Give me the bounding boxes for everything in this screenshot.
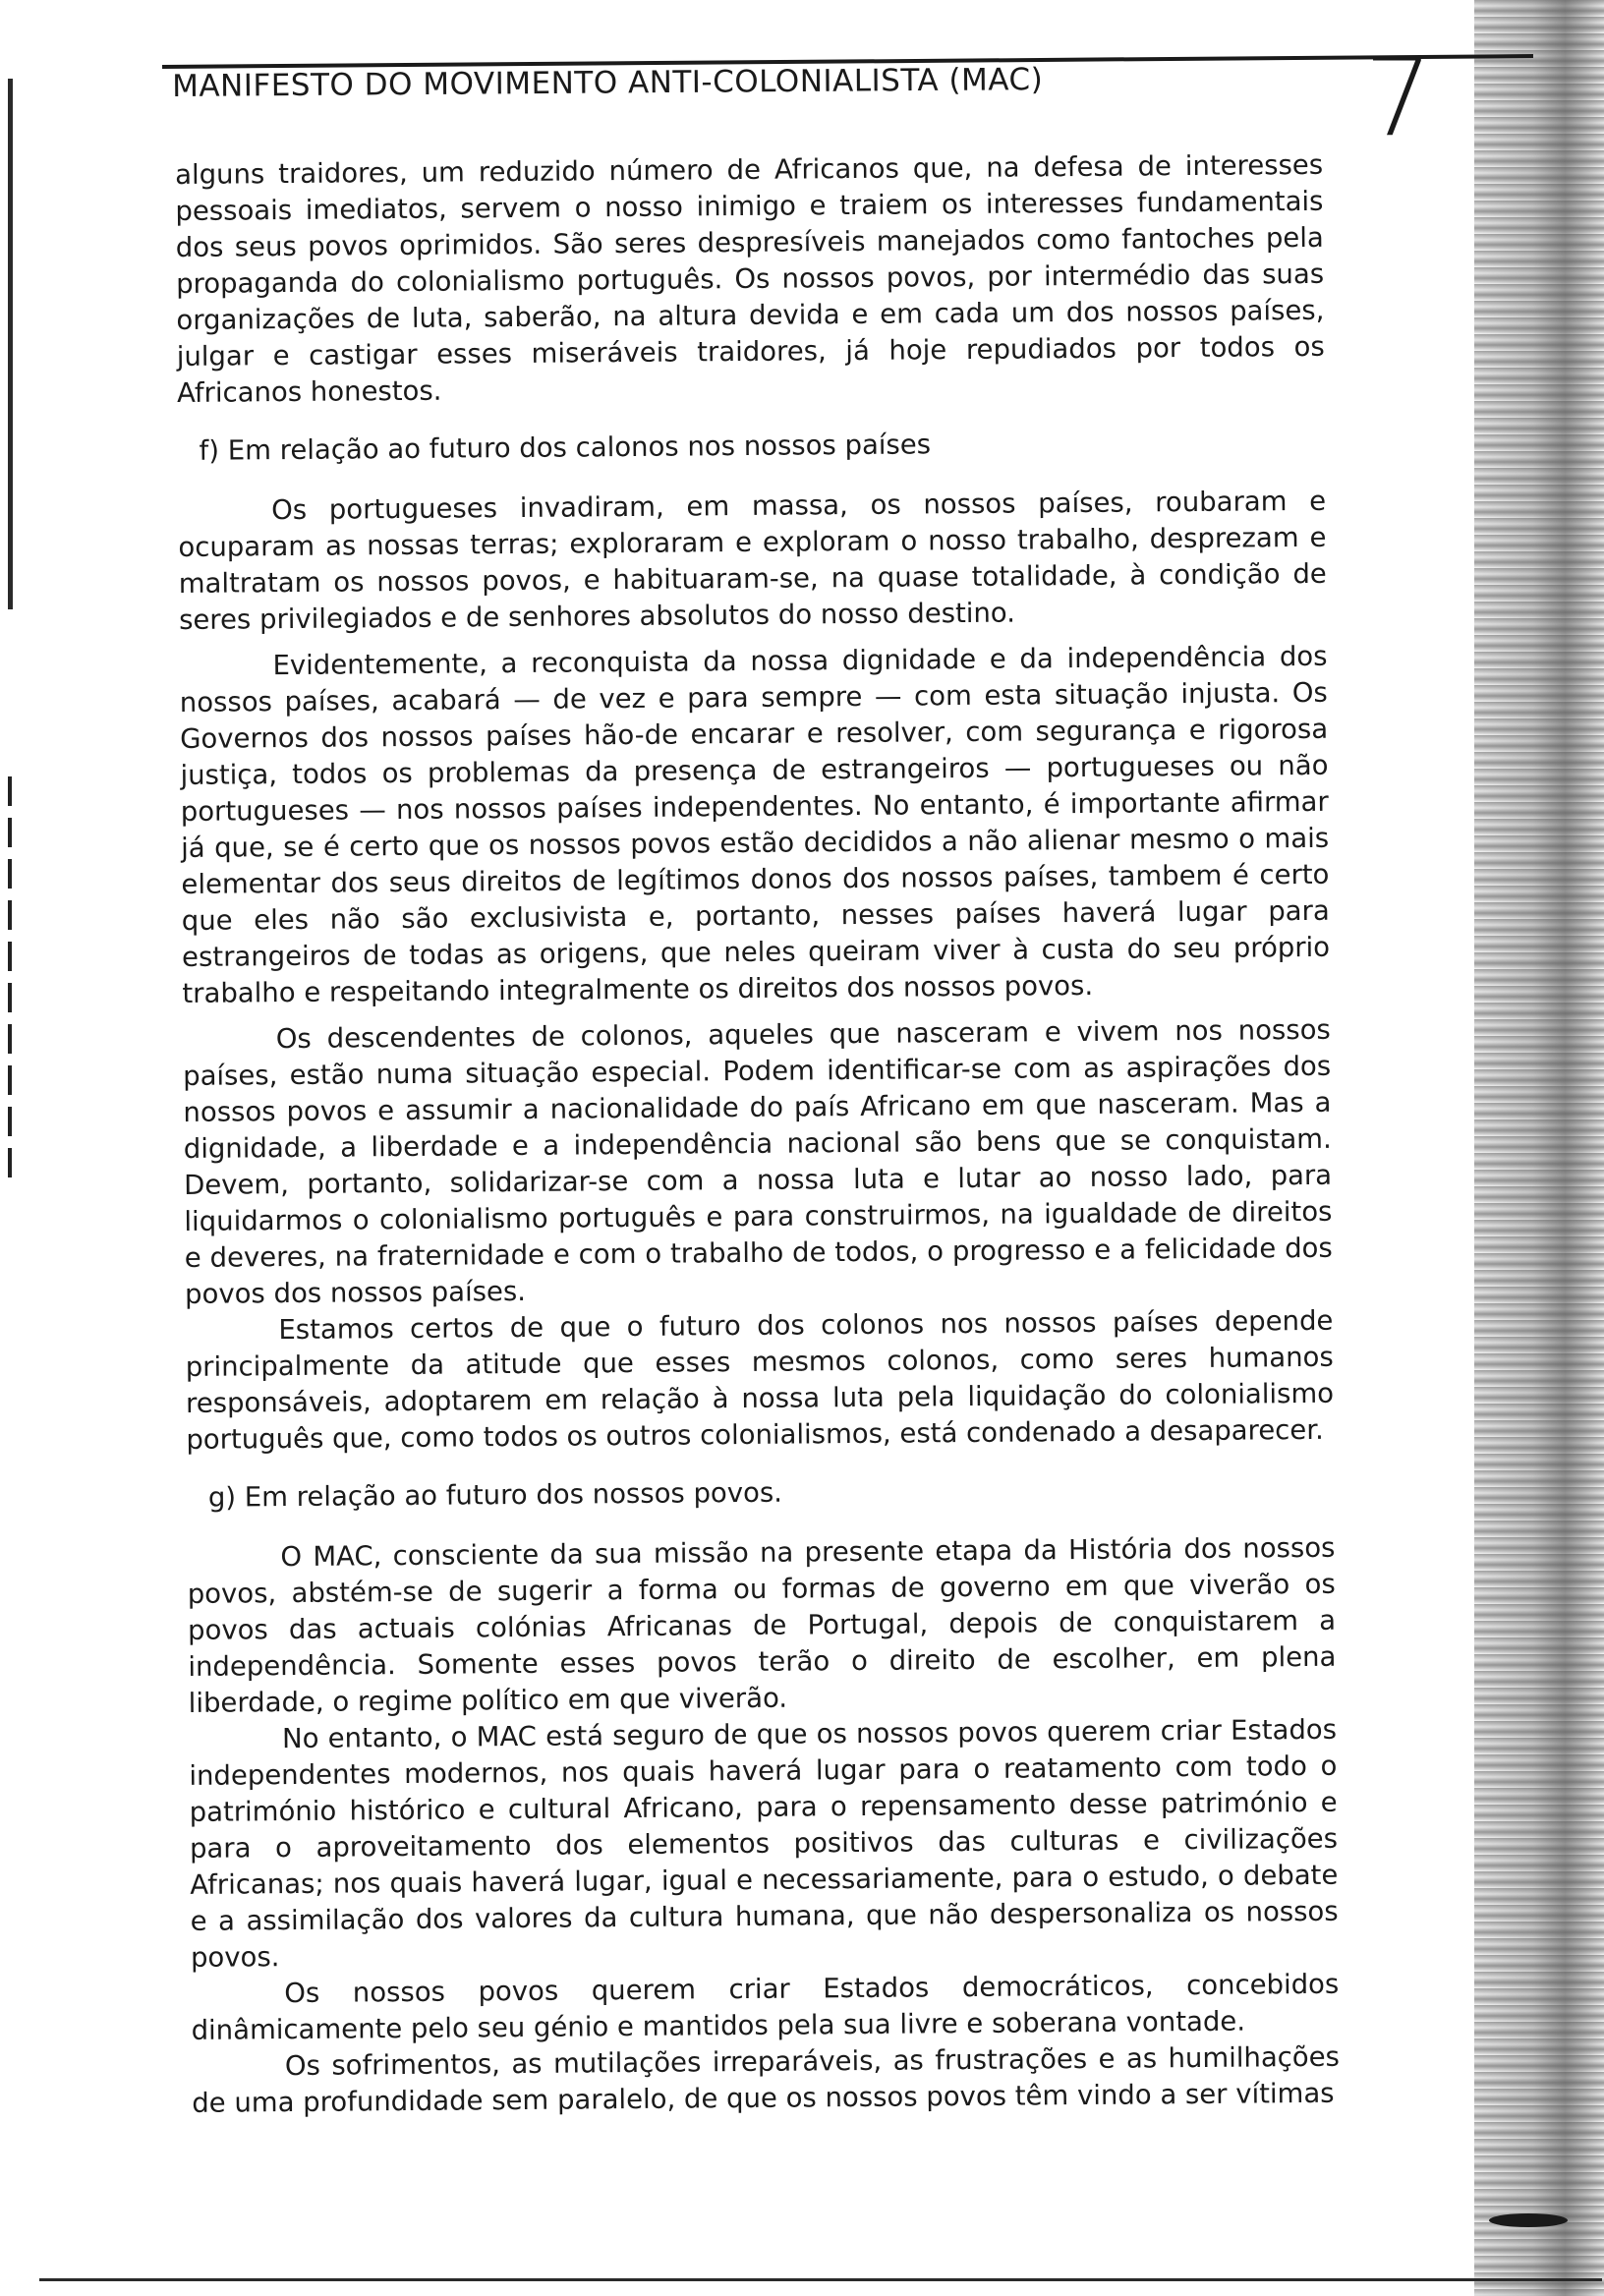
paragraph-2: Os portugueses invadiram, em massa, os nossos países, roubaram e ocuparam as nossas terras; exploraram e exploram o nosso trabalho, desprezam e maltratam os nossos povos, e habituaram-se, na quase totalidade, à condição de seres privilegiados e de senhores absolutos do nosso destino. [178, 485, 1327, 636]
paragraph-7: No entanto, o MAC está seguro de que os nossos povos querem criar Estados independentes modernos, nos quais haverá lugar para o reatamento com todo o património histórico e cultural Africano, para o repensamento desse património e para o aproveitamento dos elementos positivos das culturas e civilizações Africanas; nos quais haverá lugar, igual e necessariamente, para o estudo, o debate e a assimilação dos valores da cultura humana, que não despersonaliza os nossos povos. [189, 1713, 1339, 1974]
scan-shadow-right [1474, 0, 1604, 2296]
page-bottom-edge [39, 2278, 1602, 2281]
paragraph-9: Os sofrimentos, as mutilações irreparáveis, as frustrações e as humilhações de uma profundidade sem paralelo, de que os nossos povos têm vindo a ser vítimas [192, 2040, 1341, 2119]
body-text [175, 147, 1340, 2122]
page-header-title: MANIFESTO DO MOVIMENTO ANTI-COLONIALISTA (MAC) [172, 62, 1044, 104]
section-heading-f: f) Em relação ao futuro dos calonos nos nossos países [199, 429, 932, 467]
scan-ink-blot [1489, 2213, 1568, 2227]
paragraph-5: Estamos certos de que o futuro dos colonos nos nossos países depende principalmente da atitude que esses mesmos colonos, como seres humanos responsáveis, adoptarem em relação à nossa luta pela liquidação do colonialismo português que, como todos os outros colonialismos, está condenado a desaparecer. [185, 1304, 1335, 1456]
paragraph-3: Evidentemente, a reconquista da nossa dignidade e da independência dos nossos países, acabará — de vez e para sempre — com esta situação injusta. Os Governos dos nossos países hão-de encarar e resolver, com segurança e rigorosa justiça, todos os problemas da presença de estrangeiros — portugueses ou não portugueses — nos nossos países independentes. No entanto, é importante afirmar já que, se é certo que os nossos povos estão decididos a não alienar mesmo o mais elementar dos seus direitos de legítimos donos dos nossos países, tambem é certo que eles não são exclusivista e, portanto, nesses países haverá lugar para estrangeiros de todas as origens, que neles queiram viver à custa do seu próprio trabalho e respeitando integralmente os direitos dos nossos povos. [179, 640, 1331, 1009]
paragraph-6: O MAC, consciente da sua missão na presente etapa da História dos nossos povos, abstém-se de sugerir a forma ou formas de governo em que viverão os povos das actuais colónias Africanas de Portugal, depois de conquistarem a independência. Somente esses povos terão o direito de escolher, em plena liberdade, o regime político em que viverão. [187, 1531, 1337, 1719]
scan-shadow-left [8, 79, 13, 609]
page-number: 7 [1364, 34, 1433, 160]
paragraph-1: alguns traidores, um reduzido número de Africanos que, na defesa de interesses pessoais imediatos, servem o nosso inimigo e traiem os interesses fundamentais dos seus povos oprimidos. São seres despresíveis manejados como fantoches pela propaganda do colonialismo português. Os nossos povos, por intermédio das suas organizações de luta, saberão, na altura devida e em cada um dos nossos países, julgar e castigar esses miseráveis traidores, já hoje repudiados por todos os Africanos honestos. [175, 148, 1325, 409]
scan-shadow-left-lower [8, 776, 12, 1189]
section-heading-g: g) Em relação ao futuro dos nossos povos. [207, 1476, 783, 1514]
paragraph-8: Os nossos povos querem criar Estados democráticos, concebidos dinâmicamente pelo seu génio e mantidos pela sua livre e soberana vontade. [191, 1968, 1340, 2046]
paragraph-4: Os descendentes de colonos, aqueles que nasceram e vivem nos nossos países, estão numa situação especial. Podem identificar-se com as aspirações dos nossos povos e assumir a nacionalidade do país Africano em que nasceram. Mas a dignidade, a liberdade e a independência nacional são bens que se conquistam. Devem, portanto, solidarizar-se com a nossa luta e lutar ao nosso lado, para liquidarmos o colonialismo português e para construirmos, na igualdade de direitos e deveres, na fraternidade e com o trabalho de todos, o progresso e a felicidade dos povos dos nossos países. [183, 1013, 1333, 1310]
